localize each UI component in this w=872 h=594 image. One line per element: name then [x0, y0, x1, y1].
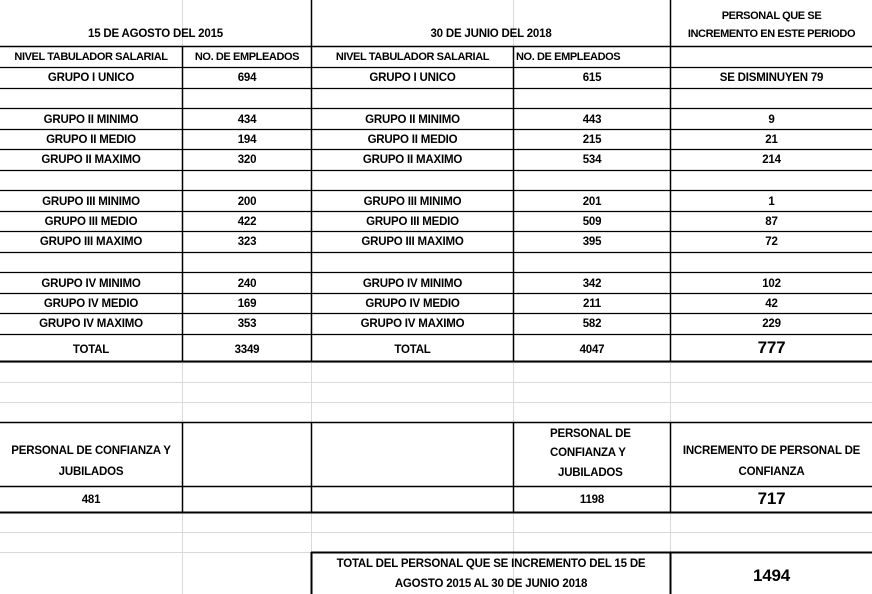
trust-increase: 717 [757, 489, 786, 508]
employees-2018-cell: 395 [582, 235, 602, 248]
level-2015-cell: GRUPO II MINIMO [43, 113, 139, 126]
period-2015-header: 15 DE AGOSTO DEL 2015 [88, 28, 223, 40]
level-2015-cell: GRUPO IV MINIMO [41, 277, 141, 290]
employees-2015-cell: 194 [237, 133, 257, 146]
period-2018-header: 30 DE JUNIO DEL 2018 [430, 28, 552, 40]
increase-header-line2: INCREMENTO EN ESTE PERIODO [687, 28, 856, 40]
grand-total-value: 1494 [752, 566, 791, 585]
employees-2018-cell: 215 [582, 133, 602, 146]
level-2015-cell: GRUPO IV MAXIMO [39, 317, 143, 330]
increase-cell: 21 [765, 133, 778, 146]
increase-header-line1: PERSONAL QUE SE [721, 10, 822, 22]
employees-2015-cell: 422 [237, 215, 257, 228]
level-2015-cell: GRUPO II MAXIMO [41, 153, 141, 166]
employees-2018-cell: 443 [582, 113, 602, 126]
level-2015-cell: GRUPO I UNICO [47, 71, 135, 84]
total-label-2018: TOTAL [394, 344, 431, 356]
increase-cell: 229 [762, 317, 781, 330]
total-2015: 3349 [234, 344, 260, 356]
total-increase: 777 [757, 338, 786, 357]
employees-2018-cell: 211 [583, 297, 601, 310]
employees-2015-cell: 240 [237, 277, 257, 290]
employees-2018-cell: 201 [582, 195, 602, 208]
employees-2018-cell: 509 [582, 215, 602, 228]
employees-2018-cell: 342 [582, 277, 602, 290]
increase-cell: 102 [762, 277, 781, 290]
employees-2018-cell: 534 [582, 153, 602, 166]
level-2018-cell: GRUPO III MEDIO [366, 215, 459, 228]
level-2018-cell: GRUPO II MAXIMO [362, 153, 463, 166]
increase-cell: SE DISMINUYEN 79 [719, 71, 824, 84]
level-2018-cell: GRUPO III MAXIMO [361, 235, 464, 248]
total-2018: 4047 [579, 344, 605, 356]
trust-increase-label: INCREMENTO DE PERSONAL DE CONFIANZA [682, 445, 861, 478]
level-2018-cell: GRUPO IV MEDIO [365, 297, 460, 310]
level-2018-cell: GRUPO IV MAXIMO [360, 317, 465, 330]
total-label-2015: TOTAL [72, 344, 110, 356]
trust-2018: 1198 [579, 494, 605, 506]
employees-2018-cell: 582 [582, 317, 602, 330]
employees-2015-cell: 200 [237, 195, 257, 208]
employees-2015-cell: 434 [237, 113, 257, 126]
increase-cell: 87 [765, 215, 778, 228]
level-2015-cell: GRUPO III MEDIO [44, 215, 138, 228]
employees-2015-cell: 694 [237, 71, 257, 84]
trust-label-2018-line3: JUBILADOS [558, 467, 623, 479]
level-2018-cell: GRUPO II MEDIO [367, 133, 458, 146]
increase-cell: 214 [762, 153, 781, 166]
level-2018-cell: GRUPO II MINIMO [365, 113, 460, 126]
grand-total-label: TOTAL DEL PERSONAL QUE SE INCREMENTO DEL 15 DE AGOSTO 2015 AL 30 DE JUNIO 2018 [336, 558, 646, 590]
col-level-2018: NIVEL TABULADOR SALARIAL [335, 51, 490, 63]
level-2015-cell: GRUPO III MAXIMO [39, 235, 143, 248]
increase-cell: 1 [768, 195, 775, 208]
increase-cell: 72 [765, 235, 778, 248]
increase-cell: 9 [768, 113, 775, 126]
level-2015-cell: GRUPO III MINIMO [42, 195, 140, 208]
col-employees-2015: NO. DE EMPLEADOS [194, 51, 300, 63]
trust-2015: 481 [81, 494, 101, 506]
level-2018-cell: GRUPO I UNICO [369, 71, 456, 84]
level-2018-cell: GRUPO III MINIMO [363, 195, 462, 208]
trust-label-2015: PERSONAL DE CONFIANZA Y JUBILADOS [11, 445, 171, 478]
col-level-2015: NIVEL TABULADOR SALARIAL [14, 51, 168, 63]
level-2015-cell: GRUPO II MEDIO [46, 133, 136, 146]
employees-2018-cell: 615 [582, 71, 602, 84]
employees-2015-cell: 169 [237, 297, 257, 310]
col-employees-2018: NO. DE EMPLEADOS [516, 51, 621, 63]
employees-2015-cell: 323 [237, 235, 257, 248]
level-2018-cell: GRUPO IV MINIMO [362, 277, 463, 290]
employees-2015-cell: 353 [237, 317, 257, 330]
level-2015-cell: GRUPO IV MEDIO [43, 297, 139, 310]
trust-label-2018-line1: PERSONAL DE [550, 428, 631, 440]
increase-cell: 42 [765, 297, 778, 310]
employees-2015-cell: 320 [237, 153, 257, 166]
trust-label-2018-line2: CONFIANZA Y [550, 447, 626, 459]
